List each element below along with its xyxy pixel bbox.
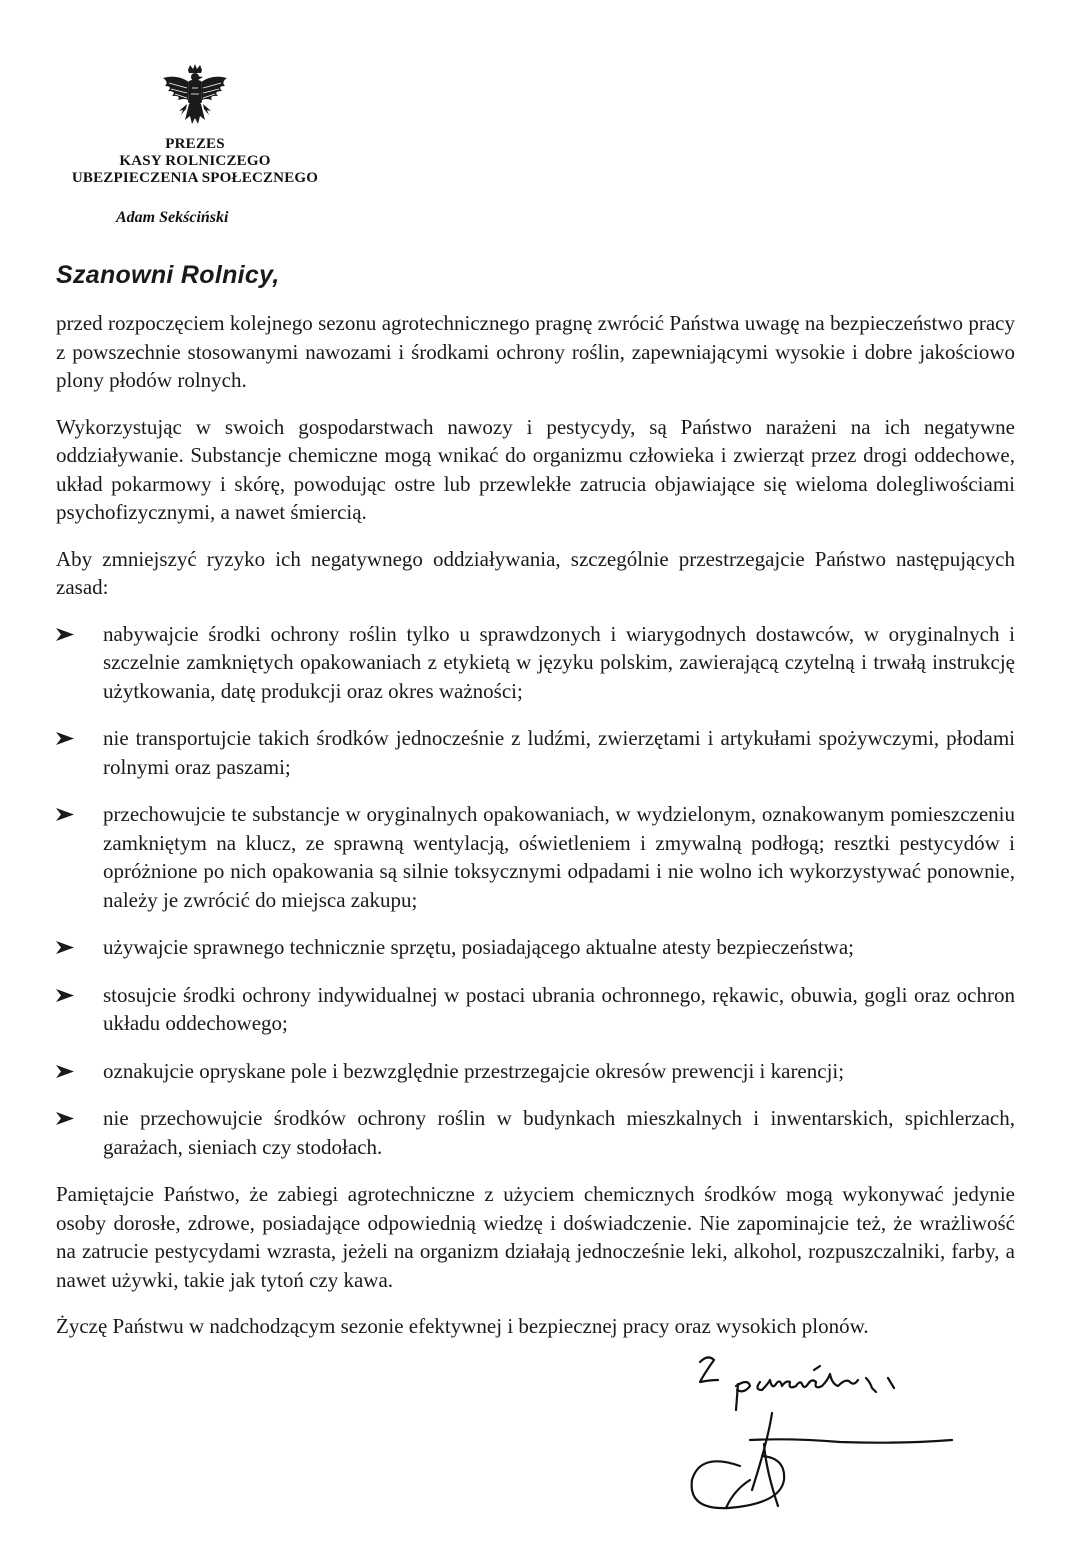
letter-body: [56, 309, 1015, 1359]
org-title-line-2: KASY ROLNICZEGO: [119, 153, 271, 169]
arrow-bullet-icon: [56, 1065, 74, 1078]
list-item: [56, 1104, 1015, 1161]
paragraph-reminder: Pamiętajcie Państwo, że zabiegi agrotechniczne z użyciem chemicznych środków mogą wykonywać jedynie osoby dorosłe, zdrowe, posiadające odpowiednią wiedzę i doświadczenie. Nie zapominajcie też, że wrażliwość na zatrucie pestycydami wzrasta, jeżeli na organizm działają jednocześnie leki, alkohol, rozpuszczalniki, farby, a nawet używki, takie jak tytoń czy kawa.: [56, 1182, 1015, 1292]
paragraph-exposure: Wykorzystując w swoich gospodarstwach nawozy i pestycydy, są Państwo narażeni na ich negatywne oddziaływanie. Substancje chemiczne mogą wnikać do organizmu człowieka i zwierząt przez drogi oddechowe, układ pokarmowy i skórę, powodując ostre lub przewlekłe zatrucia objawiające się wieloma dolegliwościami psychofizycznymi, a nawet śmiercią.: [56, 414, 1015, 524]
safety-rules-list: [56, 620, 1015, 1162]
arrow-bullet-icon: [56, 989, 74, 1002]
org-title-line-1: PREZES: [165, 136, 225, 152]
rule-text: nie przechowujcie środków ochrony roślin w budynkach mieszkalnych i inwentarskich, spichlerzach, garażach, sieniach czy stodołach.: [103, 1106, 1015, 1159]
rule-text: używajcie sprawnego technicznie sprzętu, posiadającego aktualne atesty bezpieczeństwa;: [103, 935, 854, 959]
paragraph-rules-intro: Aby zmniejszyć ryzyko ich negatywnego oddziaływania, szczególnie przestrzegajcie Państwo następujących zasad:: [56, 546, 1015, 599]
rule-text: stosujcie środki ochrony indywidualnej w postaci ubrania ochronnego, rękawic, obuwia, gogli oraz ochron układu oddechowego;: [103, 982, 1015, 1035]
paragraph-closing: Życzę Państwu w nadchodzącym sezonie efektywnej i bezpiecznej pracy oraz wysokich plonów.: [56, 1314, 869, 1338]
list-item: [56, 933, 1015, 962]
arrow-bullet-icon: [56, 628, 74, 641]
arrow-bullet-icon: [56, 732, 74, 745]
president-name: Adam Sekściński: [116, 209, 229, 226]
list-item: [56, 724, 1015, 781]
list-item: [56, 620, 1015, 706]
rule-text: nabywajcie środki ochrony roślin tylko u sprawdzonych i wiarygodnych dostawców, w oryginalnych i szczelnie zamkniętych opakowaniach z etykietą w języku polskim, zawierającą czytelną i trwałą instrukcję użytkowania, datę produkcji oraz okres ważności;: [103, 621, 1015, 703]
letterhead: [40, 64, 350, 187]
arrow-bullet-icon: [56, 1112, 74, 1125]
arrow-bullet-icon: [56, 941, 74, 954]
handwritten-signature: [680, 1340, 980, 1530]
salutation: Szanowni Rolnicy,: [56, 261, 280, 289]
list-item: [56, 1057, 1015, 1086]
list-item: [56, 981, 1015, 1038]
paragraph-intro: przed rozpoczęciem kolejnego sezonu agrotechnicznego pragnę zwrócić Państwa uwagę na bezpieczeństwo pracy z powszechnie stosowanymi nawozami i środkami ochrony roślin, zapewniającymi wysokie i dobre jakościowo plony płodów rolnych.: [56, 311, 1015, 392]
arrow-bullet-icon: [56, 808, 74, 821]
rule-text: oznakujcie opryskane pole i bezwzględnie przestrzegajcie okresów prewencji i karencji;: [103, 1058, 845, 1083]
rule-text: nie transportujcie takich środków jednocześnie z ludźmi, zwierzętami i artykułami spożywczymi, płodami rolnymi oraz paszami;: [103, 726, 1015, 779]
org-title-line-3: UBEZPIECZENIA SPOŁECZNEGO: [71, 170, 319, 186]
polish-eagle-emblem-icon: [159, 64, 231, 136]
list-item: [56, 800, 1015, 914]
rule-text: przechowujcie te substancje w oryginalnych opakowaniach, w wydzielonym, oznakowanym pomieszczeniu zamkniętym na klucz, ze sprawną wentylacją, oświetleniem i zmywalną podłogą; resztki pestycydów i opróżnione po nich opakowania są silnie toksycznymi odpadami i nie wolno ich wykorzystywać ponownie, należy je zwrócić do miejsca zakupu;: [103, 802, 1015, 912]
